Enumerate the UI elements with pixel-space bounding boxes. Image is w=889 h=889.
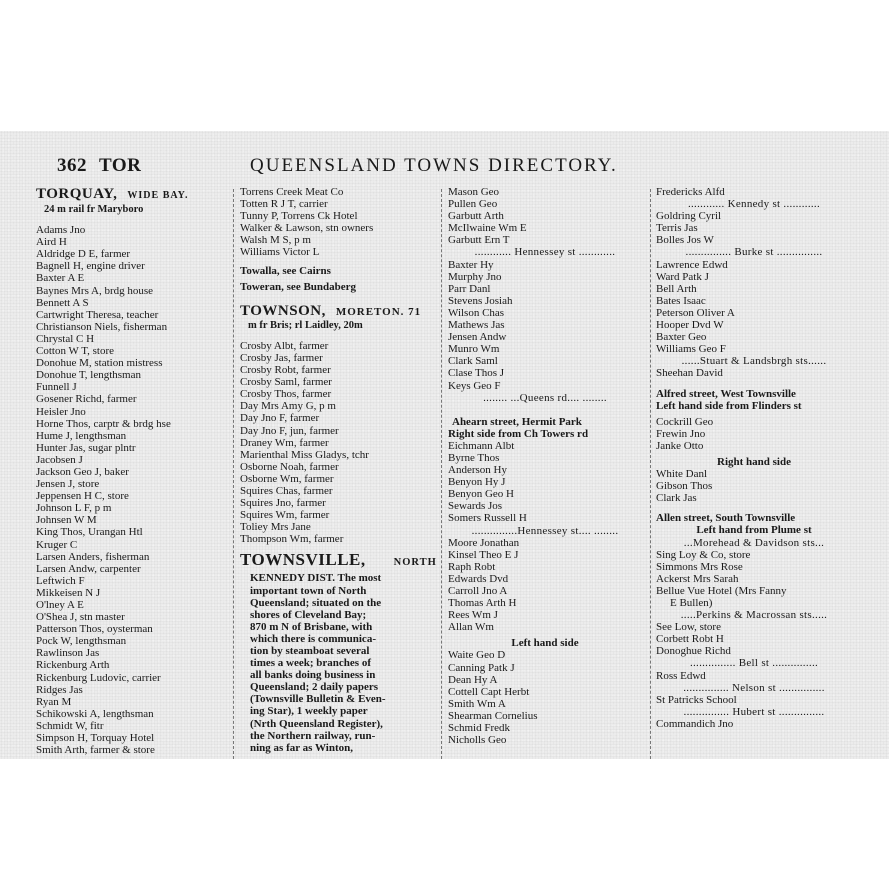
directory-entry: Waite Geo D — [448, 649, 506, 662]
town-district: WIDE BAY. — [127, 190, 189, 201]
directory-entry: Bellue Vue Hotel (Mrs Fanny — [656, 584, 787, 597]
town-district: MORETON. 71 — [335, 305, 422, 318]
street-separator: .....Perkins & Macrossan sts..... — [680, 609, 828, 622]
street-separator: ............ Hennessey st ............ — [474, 246, 616, 259]
running-head: TOR — [99, 155, 142, 176]
town-heading-torquay — [36, 186, 228, 204]
side-label: Right hand side — [717, 455, 791, 468]
street-subheading: Left hand from Plume st — [696, 524, 812, 537]
directory-entry: Rickenburg Ludovic, carrier — [36, 671, 161, 684]
page-header — [0, 155, 889, 181]
directory-entry: Crosby Jas, farmer — [240, 351, 323, 364]
directory-entry: Smith Wm A — [448, 697, 506, 710]
entry-list — [656, 718, 852, 730]
directory-entry: Nicholls Geo — [448, 734, 507, 747]
directory-entry: Heisler Jno — [36, 405, 86, 418]
street-separator: ............... Bell st ............... — [689, 657, 819, 670]
directory-entry: Bolles Jos W — [656, 234, 714, 247]
page-title: QUEENSLAND TOWNS DIRECTORY. — [250, 155, 618, 176]
directory-entry: Day Jno F, jun, farmer — [240, 424, 339, 437]
directory-entry: Draney Wm, farmer — [240, 436, 329, 449]
directory-entry: Kruger C — [36, 538, 78, 551]
directory-entry: Toliey Mrs Jane — [240, 521, 311, 534]
directory-entry: O'Shea J, stn master — [36, 611, 125, 624]
directory-entry: Day Jno F, farmer — [240, 412, 320, 425]
entry-list — [448, 186, 642, 246]
directory-entry: Squires Jno, farmer — [240, 497, 326, 510]
side-label: Left hand side — [511, 637, 579, 650]
street-separator: ............ Kennedy st ............ — [687, 198, 821, 211]
description-line: ning as far as Winton, — [250, 741, 354, 754]
directory-entry: Allan Wm — [448, 621, 494, 634]
street-subheading: Left hand side from Flinders st — [656, 399, 802, 412]
entry-list — [656, 367, 852, 379]
directory-entry: Crosby Albt, farmer — [240, 339, 329, 352]
directory-entry: Moore Jonathan — [448, 536, 520, 549]
see-reference: Toweran, see Bundaberg — [240, 280, 357, 293]
directory-entry: Clase Thos J — [448, 367, 505, 380]
description-line: (Nrth Queensland Register), — [250, 717, 383, 730]
street-heading: Ahearn street, Hermit Park — [452, 415, 582, 428]
directory-entry: Hume J, lengthsman — [36, 429, 127, 442]
directory-entry: Fredericks Alfd — [656, 186, 725, 198]
description-line: KENNEDY DIST. The most — [250, 572, 382, 585]
directory-entry: Jackson Geo J, baker — [36, 465, 129, 478]
town-description — [240, 572, 434, 753]
street-heading: Allen street, South Townsville — [656, 512, 796, 525]
directory-entry: Canning Patk J — [448, 661, 515, 674]
directory-entry: Ross Edwd — [656, 669, 706, 682]
directory-entry: Johnson L F, p m — [36, 502, 112, 515]
entry-list — [656, 186, 852, 198]
directory-entry: Benyon Hy J — [448, 476, 506, 489]
directory-entry: Schmidt W, fitr — [36, 719, 104, 732]
description-line: 870 m N of Brisbane, with — [250, 620, 373, 633]
street-separator: ...Morehead & Davidson sts... — [683, 536, 825, 549]
directory-entry: Pullen Geo — [448, 198, 498, 211]
directory-entry: Smith Arth, farmer & store — [36, 744, 155, 757]
directory-entry: Garbutt Arth — [448, 210, 504, 223]
directory-entry: Squires Chas, farmer — [240, 484, 333, 497]
entry-list — [656, 468, 852, 504]
description-line: tion by steamboat several — [250, 645, 370, 657]
description-line: Queensland; 2 daily papers — [250, 681, 379, 694]
description-line: (Townsville Bulletin & Even- — [250, 693, 386, 706]
directory-entry: White Danl — [656, 468, 708, 481]
directory-entry: Baxter A E — [36, 272, 85, 285]
directory-entry: Sing Loy & Co, store — [656, 548, 751, 561]
directory-entry: Bennett A S — [36, 296, 89, 309]
directory-entry: Cartwright Theresa, teacher — [36, 308, 159, 321]
entry-list — [656, 694, 852, 706]
directory-entry: Tunny P, Torrens Ck Hotel — [240, 210, 358, 223]
directory-entry: Williams Geo F — [656, 343, 726, 356]
directory-entry: Day Mrs Amy G, p m — [240, 400, 336, 413]
directory-entry: Kinsel Theo E J — [448, 548, 519, 561]
directory-entry: King Thos, Urangan Htl — [36, 526, 143, 539]
directory-entry: Walker & Lawson, stn owners — [240, 222, 374, 235]
entry-list — [656, 416, 852, 452]
directory-entry: Baynes Mrs A, brdg house — [36, 284, 154, 297]
directory-entry: Murphy Jno — [448, 270, 502, 283]
description-line: the Northern railway, run- — [250, 729, 376, 742]
entry-list — [240, 340, 434, 546]
directory-entry: Cotton W T, store — [36, 345, 115, 358]
directory-entry: Garbutt Ern T — [448, 234, 510, 247]
directory-entry: Crosby Robt, farmer — [240, 364, 331, 377]
directory-entry: Edwards Dvd — [448, 572, 509, 585]
street-separator: ............... Nelson st ............... — [683, 681, 825, 694]
description-line: ing Star), 1 weekly paper — [250, 705, 368, 718]
page-number: 362 — [57, 155, 87, 176]
directory-entry: Rickenburg Arth — [36, 659, 110, 672]
directory-entry: Johnsen W M — [36, 514, 97, 527]
directory-entry: Simpson H, Torquay Hotel — [36, 732, 155, 745]
directory-entry: Gibson Thos — [656, 480, 713, 493]
directory-entry: Rees Wm J — [448, 609, 498, 622]
directory-entry: Wilson Chas — [448, 306, 505, 319]
entry-list — [656, 670, 852, 682]
directory-entry: Aird H — [36, 236, 67, 249]
town-heading-townsville — [240, 550, 437, 572]
directory-entry: Larsen Anders, fisherman — [36, 550, 150, 563]
column-divider — [441, 189, 442, 759]
town-heading-townson — [240, 303, 434, 320]
directory-entry: Munro Wm — [448, 343, 500, 356]
description-line: which there is communica- — [250, 632, 376, 645]
scanned-directory-page — [0, 131, 889, 759]
directory-entry: Totten R J T, carrier — [240, 198, 328, 211]
directory-entry: Somers Russell H — [448, 512, 527, 525]
directory-entry: Osborne Noah, farmer — [240, 460, 339, 473]
town-subtitle: m fr Bris; rl Laidley, 20m — [248, 319, 363, 331]
directory-entry: Jeppensen H C, store — [36, 490, 129, 503]
column-1 — [36, 186, 228, 756]
column-4 — [656, 186, 852, 730]
entry-list — [448, 537, 642, 634]
directory-entry: Lawrence Edwd — [656, 258, 728, 271]
directory-entry: Thomas Arth H — [448, 597, 517, 610]
directory-entry: Anderson Hy — [448, 464, 507, 477]
directory-entry: Schmid Fredk — [448, 722, 511, 735]
directory-entry: Hooper Dvd W — [656, 319, 724, 332]
directory-entry: Corbett Robt H — [656, 633, 724, 646]
town-district: NORTH — [393, 557, 437, 569]
directory-entry: Terris Jas — [656, 222, 698, 235]
directory-entry: Sheehan David — [656, 367, 723, 380]
directory-entry: Christianson Niels, fisherman — [36, 320, 168, 333]
directory-entry: Crosby Thos, farmer — [240, 388, 332, 401]
directory-entry: St Patricks School — [656, 693, 737, 706]
directory-entry: Gosener Richd, farmer — [36, 393, 137, 406]
directory-entry: Larsen Andw, carpenter — [36, 562, 141, 575]
directory-entry: Byrne Thos — [448, 451, 500, 464]
directory-entry: Donoghue Richd — [656, 645, 731, 658]
directory-entry: Goldring Cyril — [656, 210, 722, 223]
directory-entry: Benyon Geo H — [448, 488, 514, 501]
entry-list — [240, 186, 434, 259]
directory-entry: See Low, store — [656, 621, 721, 634]
directory-entry: Cockrill Geo — [656, 415, 714, 428]
directory-entry: Ackerst Mrs Sarah — [656, 572, 739, 585]
directory-entry: Cottell Capt Herbt — [448, 685, 530, 698]
directory-entry: Crosby Saml, farmer — [240, 376, 332, 389]
directory-entry: Jensen Andw — [448, 331, 507, 344]
entry-list — [36, 224, 228, 756]
directory-entry: Mikkeisen N J — [36, 586, 101, 599]
directory-entry: Schikowski A, lengthsman — [36, 707, 154, 720]
directory-entry: Peterson Oliver A — [656, 306, 735, 319]
description-line: important town of North — [250, 584, 367, 597]
description-line: Queensland; situated on the — [250, 596, 382, 609]
street-heading: Alfred street, West Townsville — [656, 387, 796, 400]
description-line: all banks doing business in — [250, 669, 376, 682]
entry-list — [448, 440, 642, 525]
street-separator: ......Stuart & Landsbrgh sts...... — [681, 355, 827, 368]
town-name: TOWNSVILLE, — [240, 550, 366, 570]
directory-entry: Carroll Jno A — [448, 585, 508, 597]
directory-entry: Dean Hy A — [448, 673, 498, 686]
directory-entry: Chrystal C H — [36, 332, 95, 345]
street-subheading: Right side from Ch Towers rd — [448, 427, 589, 440]
directory-entry: Funnell J — [36, 381, 77, 394]
directory-entry: Shearman Cornelius — [448, 709, 538, 722]
directory-entry: Leftwich F — [36, 574, 85, 587]
directory-entry: Pock W, lengthsman — [36, 635, 127, 648]
town-name: TORQUAY, — [36, 186, 118, 202]
directory-entry: Mathews Jas — [448, 319, 505, 332]
street-separator: ...............Hennessey st.... ........ — [471, 524, 619, 537]
directory-entry: Walsh M S, p m — [240, 234, 311, 247]
directory-entry: Bell Arth — [656, 282, 697, 295]
directory-entry: Ward Patk J — [656, 270, 709, 283]
directory-entry: Clark Jas — [656, 492, 697, 505]
entry-list — [656, 210, 852, 246]
directory-entry: Horne Thos, carptr & brdg hse — [36, 417, 171, 430]
directory-entry: Patterson Thos, oysterman — [36, 623, 153, 636]
street-separator: ........ ...Queens rd.... ........ — [483, 391, 607, 404]
directory-entry: Marienthal Miss Gladys, tchr — [240, 448, 369, 461]
page-number-block — [57, 155, 141, 177]
column-divider — [233, 189, 234, 759]
entry-list — [656, 549, 852, 609]
directory-entry: Bagnell H, engine driver — [36, 260, 145, 273]
entry-list — [656, 259, 852, 356]
town-subtitle: 24 m rail fr Maryboro — [44, 204, 144, 215]
column-divider — [650, 189, 651, 759]
column-2 — [240, 186, 437, 754]
directory-entry: Ridges Jas — [36, 683, 83, 696]
directory-entry: Ryan M — [36, 695, 72, 708]
directory-entry: Jensen J, store — [36, 478, 100, 491]
entry-list — [448, 649, 642, 746]
directory-entry: Squires Wm, farmer — [240, 509, 330, 522]
street-separator: ............... Hubert st ............... — [683, 705, 825, 718]
directory-entry: Simmons Mrs Rose — [656, 560, 743, 573]
directory-entry: Sewards Jos — [448, 500, 503, 513]
directory-entry: E Bullen) — [670, 597, 713, 609]
directory-entry: Osborne Wm, farmer — [240, 472, 334, 485]
directory-entry: Baxter Geo — [656, 331, 707, 344]
directory-entry: Thompson Wm, farmer — [240, 533, 344, 546]
directory-entry: Parr Danl — [448, 282, 491, 295]
directory-entry: Jacobsen J — [36, 453, 83, 466]
column-3 — [448, 186, 642, 746]
directory-entry: Commandich Jno — [656, 717, 734, 730]
description-line: shores of Cleveland Bay; — [250, 608, 367, 621]
directory-entry: Aldridge D E, farmer — [36, 248, 131, 261]
directory-entry: Raph Robt — [448, 560, 496, 573]
entry-list — [448, 259, 642, 392]
directory-entry: Eichmann Albt — [448, 439, 515, 452]
directory-entry: McIlwaine Wm E — [448, 222, 527, 235]
see-reference: Towalla, see Cairns — [240, 264, 331, 277]
directory-entry: Adams Jno — [36, 224, 86, 237]
directory-entry: Williams Victor L — [240, 246, 320, 259]
directory-entry: O'lney A E — [36, 599, 84, 611]
directory-entry: Torrens Creek Meat Co — [240, 186, 344, 198]
directory-entry: Baxter Hy — [448, 258, 494, 271]
directory-entry: Mason Geo — [448, 186, 500, 198]
directory-entry: Janke Otto — [656, 439, 704, 452]
directory-entry: Hunter Jas, sugar plntr — [36, 441, 136, 454]
directory-entry: Keys Geo F — [448, 379, 501, 392]
directory-entry: Clark Saml — [448, 355, 498, 368]
directory-entry: Donohue T, lengthsman — [36, 369, 141, 382]
directory-entry: Rawlinson Jas — [36, 647, 100, 660]
town-name: TOWNSON, — [240, 302, 326, 319]
street-separator: ............... Burke st ............... — [685, 246, 823, 259]
directory-entry: Bates Isaac — [656, 294, 706, 307]
entry-list — [656, 621, 852, 657]
directory-entry: Stevens Josiah — [448, 294, 513, 307]
directory-entry: Frewin Jno — [656, 427, 706, 440]
directory-entry: Donohue M, station mistress — [36, 357, 163, 370]
description-line: times a week; branches of — [250, 657, 371, 670]
